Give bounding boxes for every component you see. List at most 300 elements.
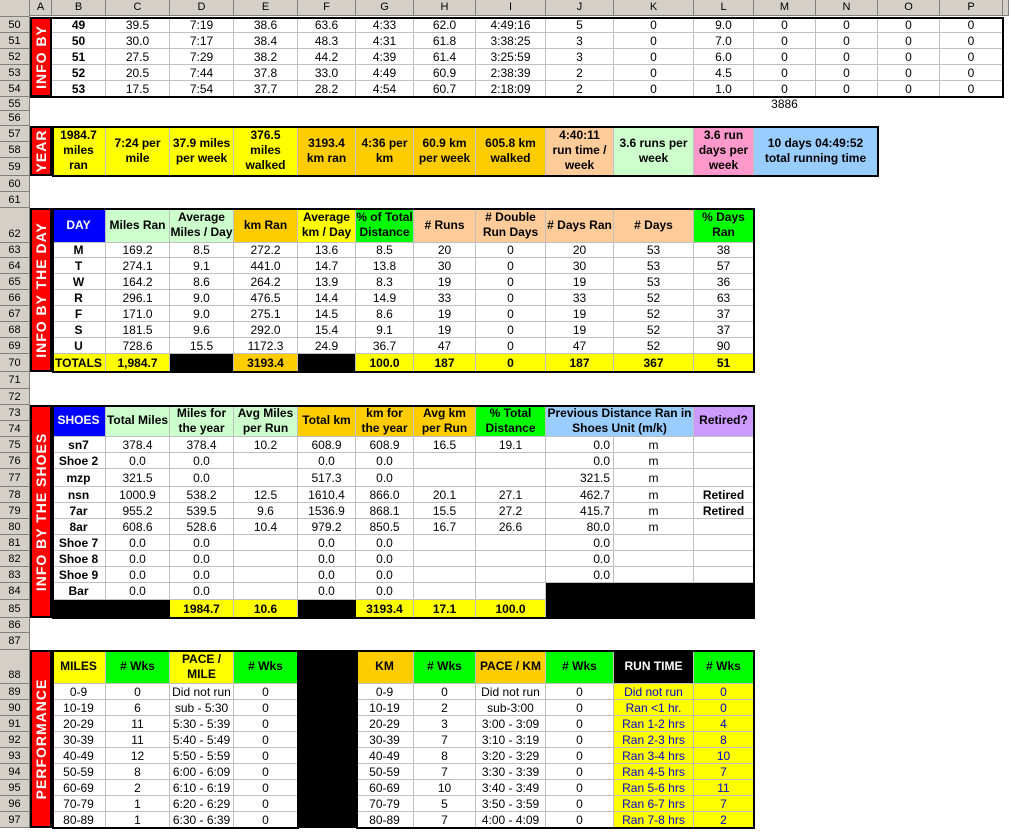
perf-cell[interactable]: 70-79 [52,796,106,812]
shoe-unit[interactable]: m [614,453,694,469]
perf-cell[interactable]: 11 [106,716,170,732]
shoe-cell[interactable]: 0.0 [106,567,170,583]
day-cell[interactable]: 264.2 [234,274,298,290]
day-total[interactable]: 51 [694,354,754,372]
day-cell[interactable]: 15.4 [298,322,356,338]
perf-cell[interactable]: 80-89 [52,812,106,828]
perf-cell[interactable]: 6 [106,700,170,716]
week-cell[interactable]: 2 [546,65,614,81]
perf-cell[interactable]: Did not run [476,684,546,700]
shoe-header[interactable]: Miles for the year [170,405,234,437]
year-stat[interactable]: 7:24 per mile [106,126,170,176]
perf-cell[interactable]: 40-49 [52,748,106,764]
week-cell[interactable]: 0 [816,33,878,49]
perf-cell[interactable]: Ran 3-4 hrs [614,748,694,764]
column-header[interactable]: J [546,0,614,16]
row-header[interactable]: 85 [0,600,30,618]
shoe-cell[interactable]: 1536.9 [298,503,356,519]
week-cell[interactable]: 60.9 [414,65,476,81]
week-cell[interactable]: 0 [940,65,1003,81]
day-cell[interactable]: 9.0 [170,306,234,322]
shoe-cell[interactable]: 0.0 [170,567,234,583]
day-cell[interactable]: 38 [694,243,754,258]
year-stat[interactable]: 605.8 km walked [476,126,546,176]
perf-cell[interactable]: Ran 6-7 hrs [614,796,694,812]
row-header[interactable]: 81 [0,535,30,551]
week-cell[interactable]: 4:49 [356,65,414,81]
perf-cell[interactable]: 0 [234,796,298,812]
shoe-cell[interactable]: 321.5 [106,469,170,487]
shoe-cell[interactable]: 866.0 [356,487,414,503]
perf-cell[interactable]: 0 [234,812,298,828]
shoe-cell[interactable]: 539.5 [170,503,234,519]
day-cell[interactable]: 53 [614,258,694,274]
perf-cell[interactable]: 3:00 - 3:09 [476,716,546,732]
week-cell[interactable]: 0 [754,81,816,97]
perf-cell[interactable]: 0 [546,732,614,748]
row-header[interactable]: 80 [0,519,30,535]
day-cell[interactable]: 19 [414,322,476,338]
shoe-total[interactable]: 10.6 [234,600,298,618]
row-header[interactable]: 96 [0,796,30,812]
perf-cell[interactable]: 0 [546,764,614,780]
shoe-cell[interactable]: 0.0 [298,583,356,600]
row-header[interactable]: 62 [0,208,30,243]
perf-cell[interactable]: 7 [694,764,754,780]
day-cell[interactable]: 476.5 [234,290,298,306]
day-cell[interactable]: 8.6 [356,306,414,322]
perf-cell[interactable]: 2 [414,700,476,716]
week-cell[interactable]: 4:31 [356,33,414,49]
week-cell[interactable]: 63.6 [298,17,356,33]
shoe-retired[interactable] [694,469,754,487]
column-header[interactable]: B [52,0,106,16]
column-header[interactable]: M [754,0,816,16]
day-cell[interactable]: 1172.3 [234,338,298,354]
shoe-cell[interactable]: 0.0 [106,535,170,551]
perf-cell[interactable]: 7 [694,796,754,812]
week-cell[interactable]: 60.7 [414,81,476,97]
shoe-header[interactable]: Total Miles [106,405,170,437]
perf-cell[interactable]: 60-69 [52,780,106,796]
perf-cell[interactable]: Ran 1-2 hrs [614,716,694,732]
row-header[interactable]: 75 [0,437,30,453]
perf-header[interactable]: KM [356,650,414,684]
week-cell[interactable]: 0 [754,65,816,81]
perf-cell[interactable]: 50-59 [356,764,414,780]
day-header[interactable]: Average km / Day [298,208,356,243]
day-cell[interactable]: 33 [546,290,614,306]
week-cell[interactable]: 0 [878,49,940,65]
row-header[interactable]: 65 [0,274,30,290]
day-cell[interactable]: 19 [414,274,476,290]
shoe-cell[interactable]: 0.0 [356,469,414,487]
shoe-cell[interactable] [414,469,476,487]
year-stat[interactable]: 4:40:11 run time / week [546,126,614,176]
shoe-name[interactable]: nsn [52,487,106,503]
perf-cell[interactable]: 6:20 - 6:29 [170,796,234,812]
week-cell[interactable]: 27.5 [106,49,170,65]
week-cell[interactable]: 7.0 [694,33,754,49]
day-header[interactable]: % of Total Distance [356,208,414,243]
perf-cell[interactable]: 0 [106,684,170,700]
day-cell[interactable]: 52 [614,322,694,338]
row-header[interactable]: 90 [0,700,30,716]
column-header[interactable]: P [940,0,1003,16]
day-total[interactable] [298,354,356,372]
shoe-header[interactable]: km for the year [356,405,414,437]
week-cell[interactable]: 62.0 [414,17,476,33]
row-header[interactable]: 58 [0,142,30,158]
shoe-name[interactable]: Shoe 2 [52,453,106,469]
row-header[interactable]: 59 [0,158,30,176]
day-cell[interactable]: 0 [476,274,546,290]
row-header[interactable]: 63 [0,243,30,258]
perf-cell[interactable]: 12 [106,748,170,764]
perf-cell[interactable]: 0 [414,684,476,700]
perf-cell[interactable]: 5:50 - 5:59 [170,748,234,764]
shoe-retired[interactable] [694,567,754,583]
shoe-cell[interactable] [414,583,476,600]
day-total[interactable]: 187 [546,354,614,372]
shoe-cell[interactable]: 12.5 [234,487,298,503]
column-header[interactable]: L [694,0,754,16]
perf-cell[interactable]: 0 [234,780,298,796]
perf-cell[interactable]: 30-39 [52,732,106,748]
shoe-cell[interactable] [414,567,476,583]
week-cell[interactable]: 0 [816,49,878,65]
row-header[interactable]: 88 [0,650,30,684]
day-cell[interactable]: S [52,322,106,338]
shoe-header[interactable]: Retired? [694,405,754,437]
perf-cell[interactable]: Ran 2-3 hrs [614,732,694,748]
day-cell[interactable]: M [52,243,106,258]
day-cell[interactable]: 52 [614,290,694,306]
shoe-cell[interactable]: 0.0 [170,453,234,469]
perf-cell[interactable]: 6:30 - 6:39 [170,812,234,828]
perf-cell[interactable]: Did not run [170,684,234,700]
week-cell[interactable]: 4:49:16 [476,17,546,33]
perf-cell[interactable]: 3:40 - 3:49 [476,780,546,796]
week-cell[interactable]: 37.7 [234,81,298,97]
shoe-prev-distance[interactable]: 0.0 [546,453,614,469]
shoe-unit[interactable]: m [614,519,694,535]
day-total[interactable]: 1,984.7 [106,354,170,372]
week-cell[interactable]: 2:38:39 [476,65,546,81]
shoe-cell[interactable]: 26.6 [476,519,546,535]
week-cell[interactable]: 38.4 [234,33,298,49]
week-cell[interactable]: 7:54 [170,81,234,97]
day-total[interactable]: 367 [614,354,694,372]
shoe-cell[interactable]: 378.4 [106,437,170,453]
day-cell[interactable]: 274.1 [106,258,170,274]
row-header[interactable]: 69 [0,338,30,354]
week-cell[interactable]: 51 [52,49,106,65]
week-cell[interactable]: 0 [754,17,816,33]
day-cell[interactable]: 24.9 [298,338,356,354]
shoe-cell[interactable] [476,535,546,551]
perf-cell[interactable]: 10 [694,748,754,764]
day-header[interactable]: % Days Ran [694,208,754,243]
shoe-cell[interactable] [476,551,546,567]
perf-cell[interactable]: 5:30 - 5:39 [170,716,234,732]
day-header[interactable]: # Double Run Days [476,208,546,243]
shoe-retired[interactable] [694,437,754,453]
row-header[interactable]: 76 [0,453,30,469]
shoe-total[interactable]: 17.1 [414,600,476,618]
row-header[interactable]: 70 [0,354,30,372]
week-cell[interactable]: 0 [940,81,1003,97]
shoe-name[interactable]: Shoe 7 [52,535,106,551]
week-cell[interactable]: 61.8 [414,33,476,49]
shoe-name[interactable]: sn7 [52,437,106,453]
day-header[interactable]: # Days [614,208,694,243]
perf-cell[interactable]: 0 [546,716,614,732]
week-cell[interactable]: 7:17 [170,33,234,49]
week-cell[interactable]: 4.5 [694,65,754,81]
row-header[interactable]: 87 [0,633,30,650]
week-cell[interactable]: 53 [52,81,106,97]
week-cell[interactable]: 0 [878,33,940,49]
perf-cell[interactable]: 4:00 - 4:09 [476,812,546,828]
perf-cell[interactable]: 8 [694,732,754,748]
year-stat[interactable]: 10 days 04:49:52 total running time [754,126,878,176]
week-cell[interactable]: 0 [940,49,1003,65]
day-header[interactable]: km Ran [234,208,298,243]
day-cell[interactable]: 52 [614,338,694,354]
week-cell[interactable]: 9.0 [694,17,754,33]
shoe-cell[interactable]: 0.0 [170,469,234,487]
column-header[interactable]: I [476,0,546,16]
perf-cell[interactable]: 0 [546,780,614,796]
shoe-unit[interactable] [614,551,694,567]
column-header[interactable]: G [356,0,414,16]
perf-cell[interactable]: 40-49 [356,748,414,764]
row-header[interactable]: 67 [0,306,30,322]
shoe-prev-distance[interactable]: 0.0 [546,567,614,583]
column-header[interactable]: O [878,0,940,16]
shoe-cell[interactable]: 517.3 [298,469,356,487]
perf-cell[interactable]: 5:40 - 5:49 [170,732,234,748]
day-header[interactable]: DAY [52,208,106,243]
shoe-prev-distance[interactable]: 321.5 [546,469,614,487]
day-cell[interactable]: 13.8 [356,258,414,274]
shoe-cell[interactable]: 0.0 [298,453,356,469]
column-header[interactable]: N [816,0,878,16]
week-cell[interactable]: 7:29 [170,49,234,65]
perf-cell[interactable]: Ran 4-5 hrs [614,764,694,780]
day-cell[interactable]: 8.5 [170,243,234,258]
day-cell[interactable]: 164.2 [106,274,170,290]
perf-cell[interactable]: 1 [106,796,170,812]
day-cell[interactable]: 0 [476,322,546,338]
week-cell[interactable]: 0 [878,17,940,33]
day-cell[interactable]: 14.5 [298,306,356,322]
perf-cell[interactable]: 5 [414,796,476,812]
perf-cell[interactable]: sub - 5:30 [170,700,234,716]
perf-cell[interactable]: 7 [414,812,476,828]
day-cell[interactable]: 52 [614,306,694,322]
shoe-cell[interactable]: 955.2 [106,503,170,519]
week-cell[interactable]: 3:38:25 [476,33,546,49]
day-cell[interactable]: 20 [414,243,476,258]
row-header[interactable]: 54 [0,81,30,97]
perf-cell[interactable]: 6:00 - 6:09 [170,764,234,780]
shoe-cell[interactable] [234,551,298,567]
week-cell[interactable]: 0 [816,65,878,81]
perf-cell[interactable]: 80-89 [356,812,414,828]
week-cell[interactable]: 3:25:59 [476,49,546,65]
day-cell[interactable]: 19 [546,322,614,338]
perf-cell[interactable]: Ran 7-8 hrs [614,812,694,828]
shoe-cell[interactable] [234,535,298,551]
week-cell[interactable]: 0 [816,17,878,33]
year-stat[interactable]: 60.9 km per week [414,126,476,176]
day-cell[interactable]: 19 [414,306,476,322]
shoe-header[interactable]: Avg km per Run [414,405,476,437]
perf-cell[interactable]: sub-3:00 [476,700,546,716]
perf-cell[interactable]: 50-59 [52,764,106,780]
row-header[interactable]: 55 [0,97,30,111]
column-header[interactable]: D [170,0,234,16]
shoe-cell[interactable] [414,535,476,551]
shoe-cell[interactable]: 608.9 [298,437,356,453]
shoe-prev-distance[interactable]: 0.0 [546,535,614,551]
day-cell[interactable]: 47 [546,338,614,354]
perf-cell[interactable]: Ran 5-6 hrs [614,780,694,796]
shoe-header[interactable]: % Total Distance [476,405,546,437]
row-header[interactable]: 84 [0,583,30,600]
day-cell[interactable]: 275.1 [234,306,298,322]
shoe-cell[interactable] [476,469,546,487]
week-cell[interactable]: 50 [52,33,106,49]
shoe-cell[interactable] [414,551,476,567]
week-cell[interactable]: 0 [614,49,694,65]
day-cell[interactable]: U [52,338,106,354]
week-cell[interactable]: 0 [754,49,816,65]
week-cell[interactable]: 28.2 [298,81,356,97]
shoe-prev-distance[interactable]: 0.0 [546,437,614,453]
day-cell[interactable]: 30 [546,258,614,274]
shoe-cell[interactable] [234,453,298,469]
day-cell[interactable]: 441.0 [234,258,298,274]
week-cell[interactable]: 37.8 [234,65,298,81]
day-cell[interactable]: 8.5 [356,243,414,258]
shoe-total[interactable]: 1984.7 [170,600,234,618]
day-total[interactable] [170,354,234,372]
shoe-unit[interactable]: m [614,503,694,519]
perf-cell[interactable]: 20-29 [356,716,414,732]
week-cell[interactable]: 49 [52,17,106,33]
perf-cell[interactable]: 2 [694,812,754,828]
select-all-corner[interactable] [0,0,30,17]
day-cell[interactable]: 181.5 [106,322,170,338]
shoe-unit[interactable]: m [614,437,694,453]
shoe-name[interactable]: Bar [52,583,106,600]
day-cell[interactable]: 296.1 [106,290,170,306]
day-cell[interactable]: R [52,290,106,306]
shoe-prev-distance[interactable]: 462.7 [546,487,614,503]
perf-cell[interactable]: 0 [234,764,298,780]
week-cell[interactable]: 3 [546,49,614,65]
week-cell[interactable]: 7:44 [170,65,234,81]
shoe-retired[interactable]: Retired [694,503,754,519]
shoe-unit[interactable]: m [614,487,694,503]
column-header[interactable]: H [414,0,476,16]
shoe-unit[interactable] [614,567,694,583]
shoe-cell[interactable]: 0.0 [356,551,414,567]
shoe-cell[interactable]: 608.9 [356,437,414,453]
shoe-cell[interactable] [234,583,298,600]
day-cell[interactable]: 19 [546,274,614,290]
shoe-cell[interactable] [234,469,298,487]
day-cell[interactable]: 14.4 [298,290,356,306]
day-total[interactable]: TOTALS [52,354,106,372]
week-cell[interactable]: 0 [940,17,1003,33]
perf-cell[interactable]: 0 [546,796,614,812]
day-cell[interactable]: 169.2 [106,243,170,258]
shoe-cell[interactable]: 0.0 [170,551,234,567]
shoe-cell[interactable]: 10.4 [234,519,298,535]
perf-cell[interactable]: 11 [694,780,754,796]
week-cell[interactable]: 0 [614,33,694,49]
year-stat[interactable]: 376.5 miles walked [234,126,298,176]
shoe-cell[interactable]: 0.0 [356,583,414,600]
shoe-cell[interactable]: 0.0 [106,551,170,567]
day-cell[interactable]: 36 [694,274,754,290]
shoe-cell[interactable]: 1610.4 [298,487,356,503]
week-cell[interactable]: 20.5 [106,65,170,81]
day-header[interactable]: # Runs [414,208,476,243]
shoe-cell[interactable]: 0.0 [356,535,414,551]
day-cell[interactable]: 57 [694,258,754,274]
shoe-cell[interactable]: 0.0 [298,535,356,551]
row-header[interactable]: 53 [0,65,30,81]
perf-cell[interactable]: 10-19 [356,700,414,716]
week-cell[interactable]: 1.0 [694,81,754,97]
perf-header[interactable]: # Wks [694,650,754,684]
day-cell[interactable]: 30 [414,258,476,274]
shoe-cell[interactable]: 0.0 [170,535,234,551]
day-cell[interactable]: 37 [694,306,754,322]
shoe-cell[interactable]: 1000.9 [106,487,170,503]
day-cell[interactable]: 47 [414,338,476,354]
shoe-cell[interactable]: 608.6 [106,519,170,535]
row-header[interactable]: 52 [0,49,30,65]
perf-header[interactable]: # Wks [546,650,614,684]
day-cell[interactable]: T [52,258,106,274]
perf-cell[interactable]: 0 [546,748,614,764]
perf-cell[interactable]: 0-9 [52,684,106,700]
day-header[interactable]: Average Miles / Day [170,208,234,243]
day-cell[interactable]: 36.7 [356,338,414,354]
week-cell[interactable]: 2 [546,81,614,97]
shoe-retired[interactable] [694,453,754,469]
day-cell[interactable]: 9.6 [170,322,234,338]
day-cell[interactable]: 20 [546,243,614,258]
week-cell[interactable]: 39.5 [106,17,170,33]
shoe-total[interactable]: 100.0 [476,600,546,618]
shoe-cell[interactable] [476,453,546,469]
shoe-cell[interactable]: 538.2 [170,487,234,503]
shoe-cell[interactable] [414,453,476,469]
perf-cell[interactable]: 0 [234,732,298,748]
perf-cell[interactable]: 0 [234,700,298,716]
perf-header[interactable]: MILES [52,650,106,684]
day-cell[interactable]: 8.6 [170,274,234,290]
row-header[interactable]: 94 [0,764,30,780]
day-cell[interactable]: 13.9 [298,274,356,290]
